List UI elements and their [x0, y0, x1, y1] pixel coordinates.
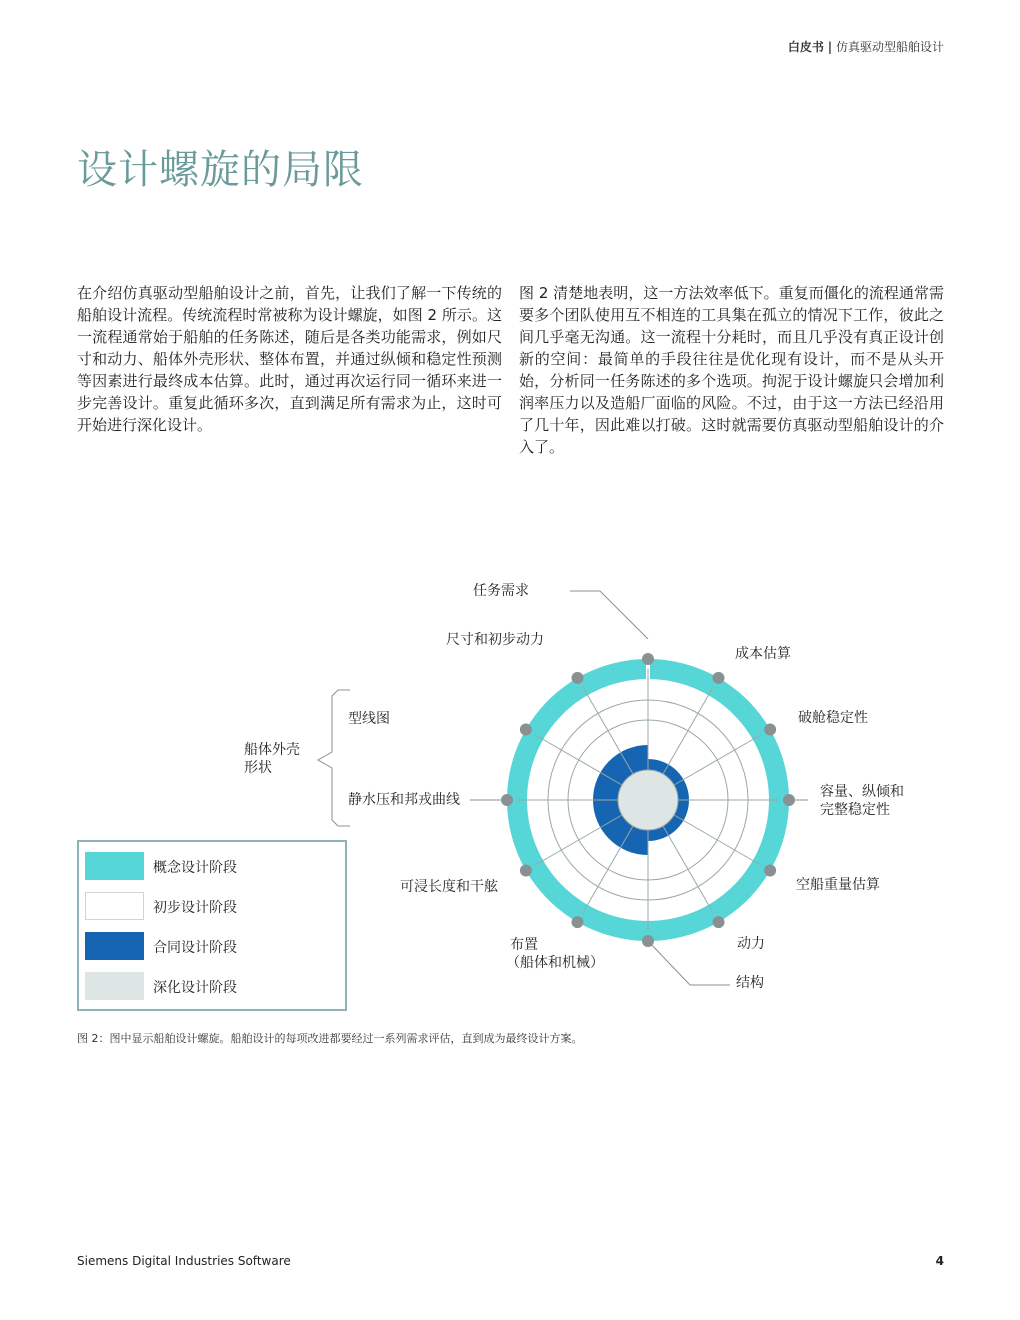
legend-item-contract — [85, 932, 335, 960]
station-dot-10 — [520, 724, 532, 736]
label-structure: 结构 — [736, 975, 764, 991]
label-hull-shape-1: 船体外壳 — [244, 742, 300, 758]
legend-item-concept — [85, 852, 335, 880]
footer-page-number: 4 — [935, 1254, 944, 1268]
station-dot-0 — [642, 653, 654, 665]
leader-power — [648, 941, 730, 985]
label-arrangement-1: 布置 — [510, 937, 538, 953]
station-dot-2 — [764, 724, 776, 736]
doc-type: 白皮书 — [787, 40, 824, 54]
station-dot-11 — [572, 672, 584, 684]
label-floodable: 可浸长度和干舷 — [400, 879, 498, 895]
station-dot-8 — [520, 865, 532, 877]
doc-title: 仿真驱动型船舶设计 — [835, 40, 944, 54]
label-capacity-1: 容量、纵倾和 — [820, 784, 904, 800]
header-separator: | — [827, 40, 833, 54]
label-hydrostatics: 静水压和邦戎曲线 — [348, 792, 460, 808]
legend-item-preliminary — [85, 892, 335, 920]
label-hull-shape-2: 形状 — [244, 760, 272, 776]
label-cost: 成本估算 — [735, 646, 791, 662]
label-power: 动力 — [737, 936, 765, 952]
legend-label-preliminary: 初步设计阶段 — [153, 900, 237, 916]
legend-item-detail — [85, 972, 335, 1000]
station-dot-1 — [713, 672, 725, 684]
legend-swatch-detail — [85, 972, 144, 1000]
label-damage-stability: 破舱稳定性 — [798, 710, 868, 726]
legend-swatch-contract — [85, 932, 144, 960]
label-mission: 任务需求 — [473, 583, 529, 599]
station-dot-5 — [713, 916, 725, 928]
station-dot-4 — [764, 865, 776, 877]
body-left-paragraph: 在介绍仿真驱动型船舶设计之前，首先，让我们了解一下传统的船舶设计流程。传统流程时常被称为设计螺旋，如图 2 所示。这一流程通常始于船舶的任务陈述，随后是各类功能需求，例如尺寸和动力、船体外壳形状、整体布置，并通过纵倾和稳定性预测等因素进行最终成本估算。此时，通过再次运行同一循环来进一步完善设计。重复此循环多次，直到满足所有需求为止，这时可开始进行深化设计。 — [77, 284, 502, 434]
detail-core — [618, 770, 678, 830]
legend-label-detail: 深化设计阶段 — [153, 980, 237, 996]
legend-swatch-concept — [85, 852, 144, 880]
label-size-power: 尺寸和初步动力 — [446, 632, 544, 648]
legend-swatch-preliminary — [85, 892, 144, 920]
label-lines-plan: 型线图 — [348, 711, 390, 727]
label-lightship: 空船重量估算 — [796, 877, 880, 893]
figure-caption: 图 2：图中显示船舶设计螺旋。船舶设计的每项改进都要经过一系列需求评估，直到成为最终设计方案。 — [77, 1032, 583, 1045]
label-arrangement-2: （船体和机械） — [506, 955, 604, 971]
legend — [77, 840, 347, 1011]
label-capacity-2: 完整稳定性 — [820, 802, 890, 818]
footer-company: Siemens Digital Industries Software — [77, 1254, 291, 1268]
station-dot-7 — [572, 916, 584, 928]
page-title: 设计螺旋的局限 — [77, 147, 364, 193]
legend-label-contract: 合同设计阶段 — [153, 940, 237, 956]
leader-mission — [570, 591, 648, 639]
page-header — [788, 38, 944, 55]
legend-label-concept: 概念设计阶段 — [153, 860, 237, 876]
body-right-paragraph: 图 2 清楚地表明，这一方法效率低下。重复而僵化的流程通常需要多个团队使用互不相连的工具集在孤立的情况下工作，彼此之间几乎毫无沟通。这一流程十分耗时，而且几乎没有真正设计创新的空间：最简单的手段往往是优化现有设计，而不是从头开始，分析同一任务陈述的多个选项。拘泥于设计螺旋只会增加利润率压力以及造船厂面临的风险。不过，由于这一方法已经沿用了几十年，因此难以打破。这时就需要仿真驱动型船舶设计的介入了。 — [519, 284, 944, 456]
bracket-hull — [318, 690, 350, 826]
